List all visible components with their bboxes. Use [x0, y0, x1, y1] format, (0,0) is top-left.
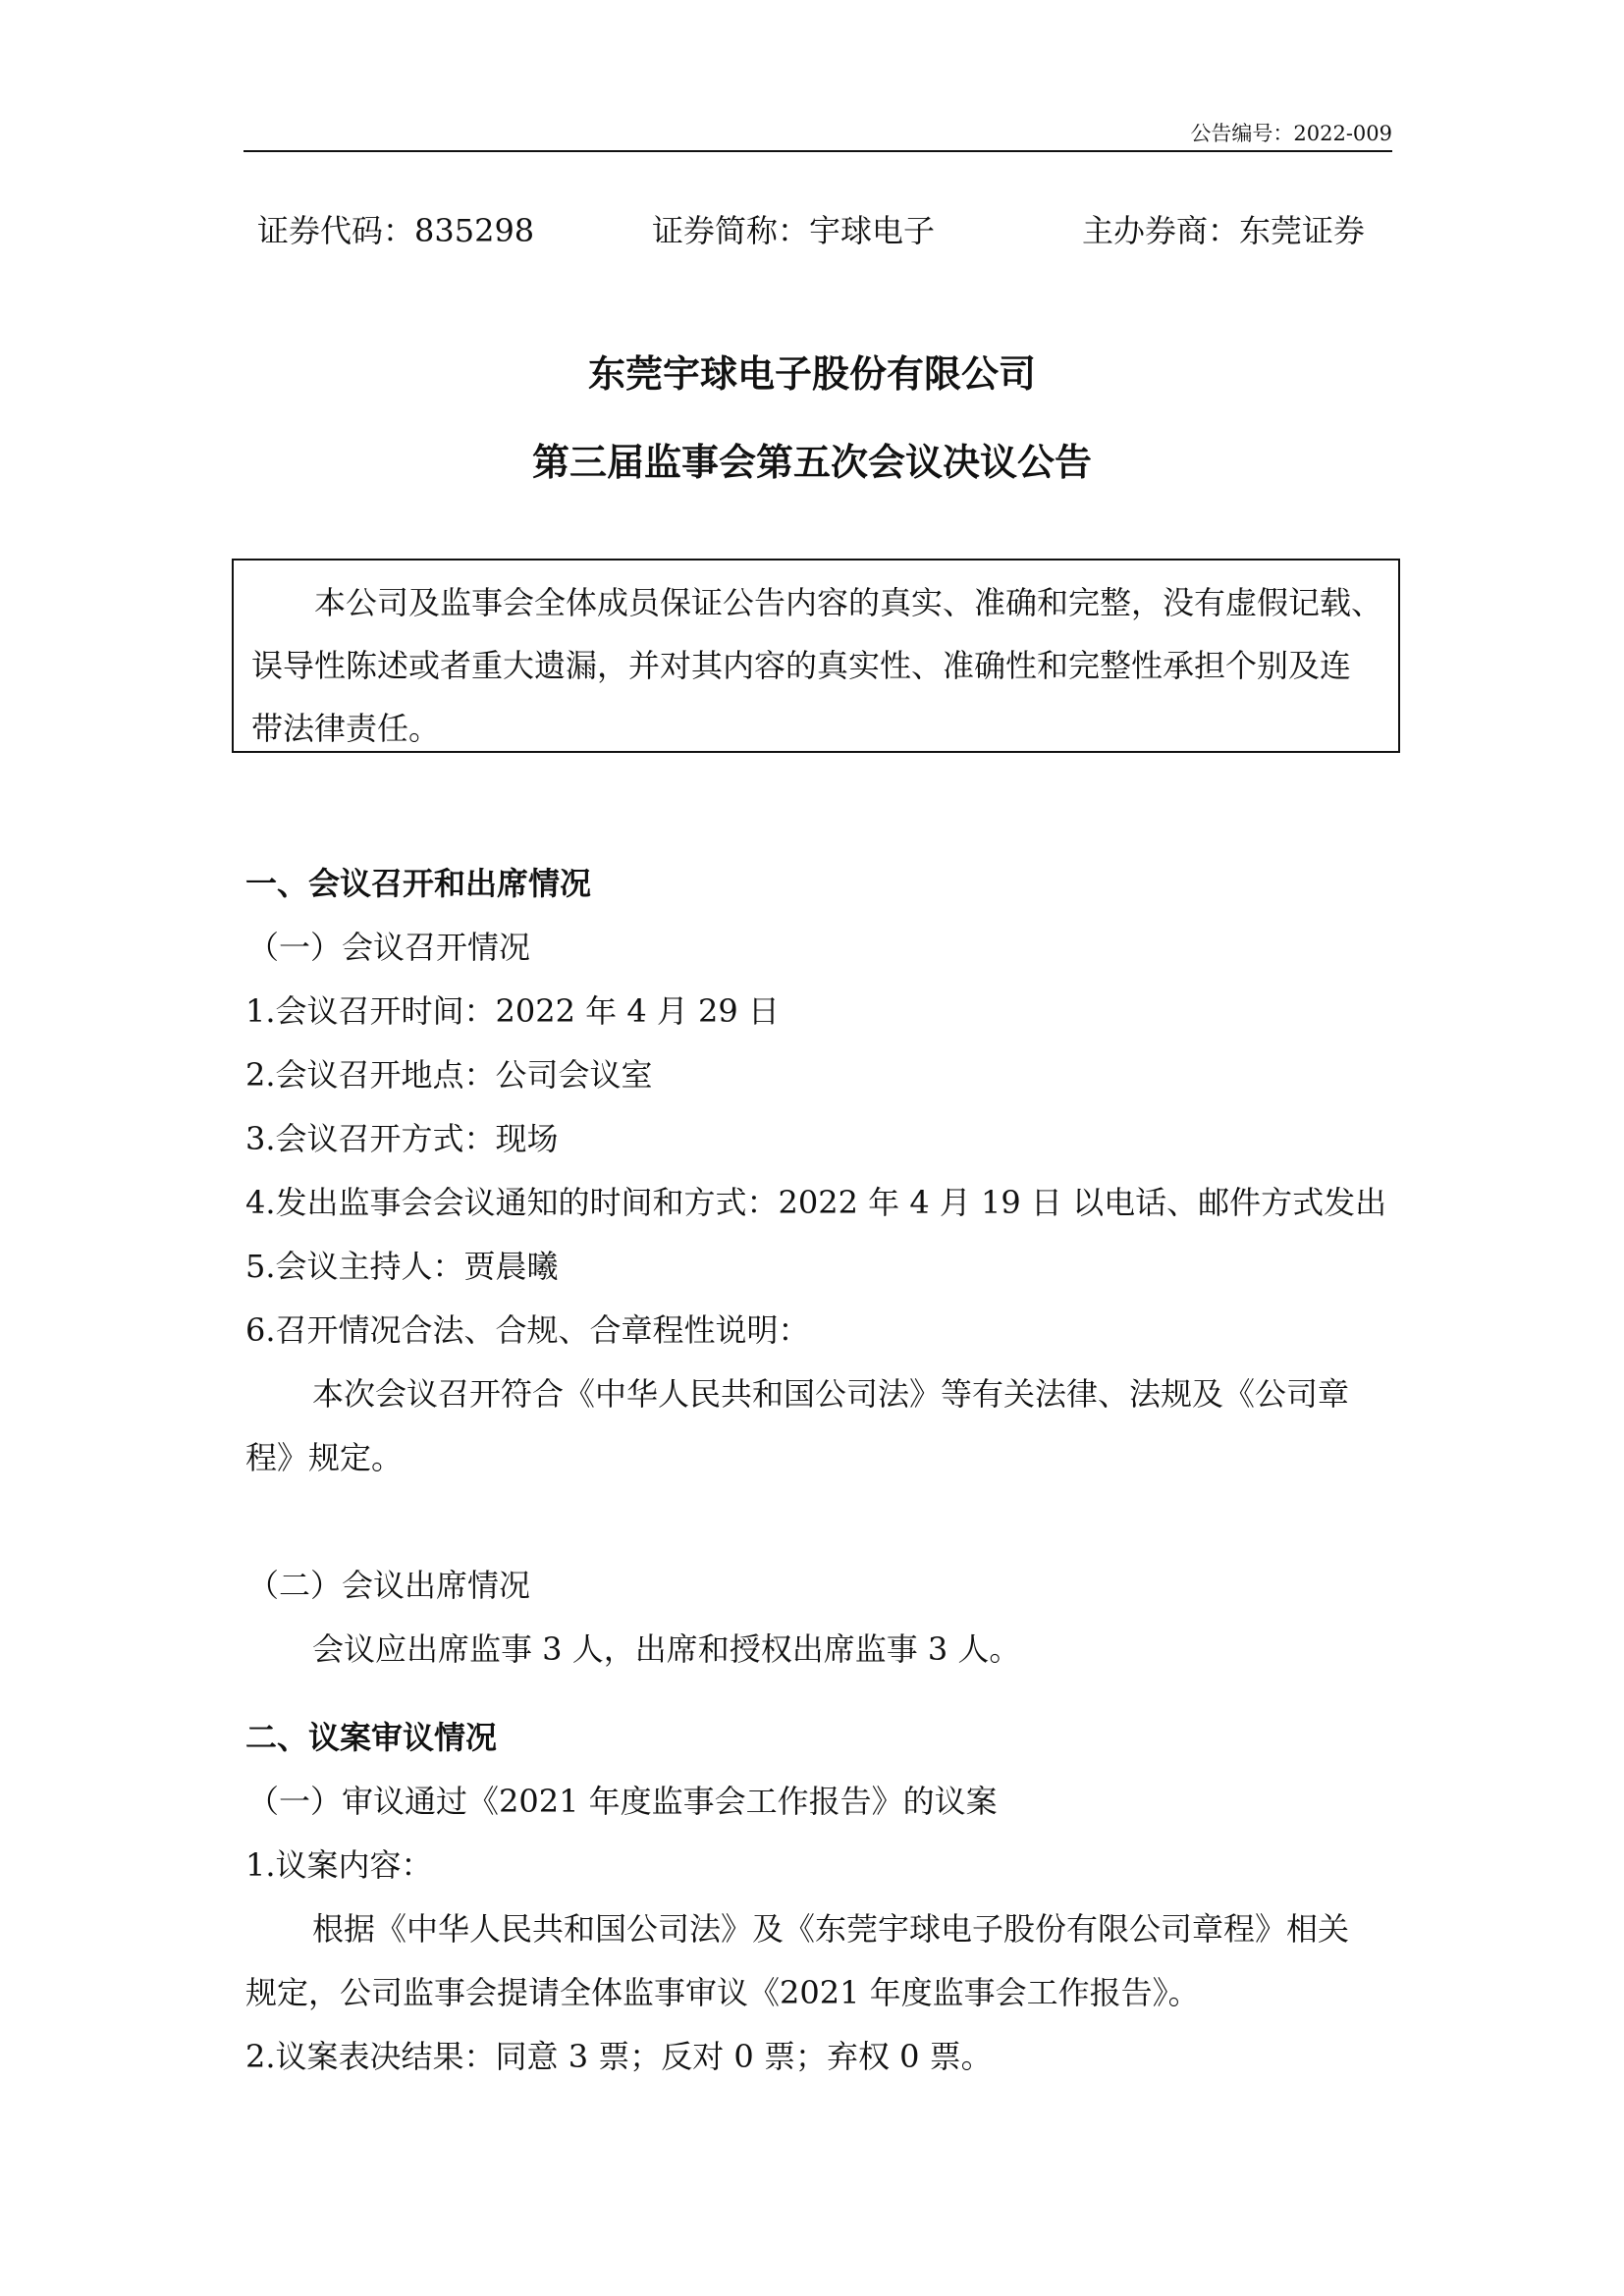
section1-item-4: 4.发出监事会会议通知的时间和方式：2022 年 4 月 19 日 以电话、邮件方式发出 [245, 1184, 1387, 1221]
legality-line-2: 程》规定。 [245, 1439, 404, 1476]
section1-item-6: 6.召开情况合法、合规、合章程性说明： [245, 1311, 810, 1349]
section2-item-1: 1.议案内容： [245, 1846, 433, 1884]
header-rule [244, 150, 1392, 152]
section1-item-1: 1.会议召开时间：2022 年 4 月 29 日 [245, 992, 780, 1030]
attendance-text: 会议应出席监事 3 人，出席和授权出席监事 3 人。 [312, 1630, 1021, 1668]
declaration-box [232, 559, 1400, 753]
sponsor-broker: 主办券商：东莞证券 [1082, 212, 1366, 249]
section1-item-2: 2.会议召开地点：公司会议室 [245, 1056, 653, 1094]
section1-sub1: （一）会议召开情况 [247, 929, 531, 966]
company-title: 东莞宇球电子股份有限公司 [587, 351, 1036, 396]
declaration-line-1: 本公司及监事会全体成员保证公告内容的真实、准确和完整，没有虚假记载、 [314, 584, 1383, 621]
section1-item-5: 5.会议主持人：贾晨曦 [245, 1248, 559, 1285]
content-line-2: 规定，公司监事会提请全体监事审议《2021 年度监事会工作报告》。 [245, 1974, 1200, 2011]
section1-sub2: （二）会议出席情况 [247, 1567, 531, 1604]
content-line-1: 根据《中华人民共和国公司法》及《东莞宇球电子股份有限公司章程》相关 [312, 1910, 1350, 1948]
securities-code: 证券代码：835298 [257, 212, 535, 249]
section1-heading: 一、会议召开和出席情况 [245, 865, 592, 902]
notice-number: 公告编号：2022-009 [1190, 122, 1392, 145]
section2-sub1: （一）审议通过《2021 年度监事会工作报告》的议案 [247, 1783, 998, 1820]
section1-item-3: 3.会议召开方式：现场 [245, 1120, 559, 1157]
declaration-line-3: 带法律责任。 [251, 710, 441, 747]
section2-heading: 二、议案审议情况 [245, 1719, 498, 1756]
securities-short-name: 证券简称：宇球电子 [652, 212, 936, 249]
legality-line-1: 本次会议召开符合《中华人民共和国公司法》等有关法律、法规及《公司章 [312, 1375, 1350, 1413]
announcement-title: 第三届监事会第五次会议决议公告 [531, 440, 1092, 484]
section2-item-2: 2.议案表决结果：同意 3 票；反对 0 票；弃权 0 票。 [245, 2038, 993, 2075]
declaration-line-2: 误导性陈述或者重大遗漏，并对其内容的真实性、准确性和完整性承担个别及连 [251, 647, 1352, 684]
